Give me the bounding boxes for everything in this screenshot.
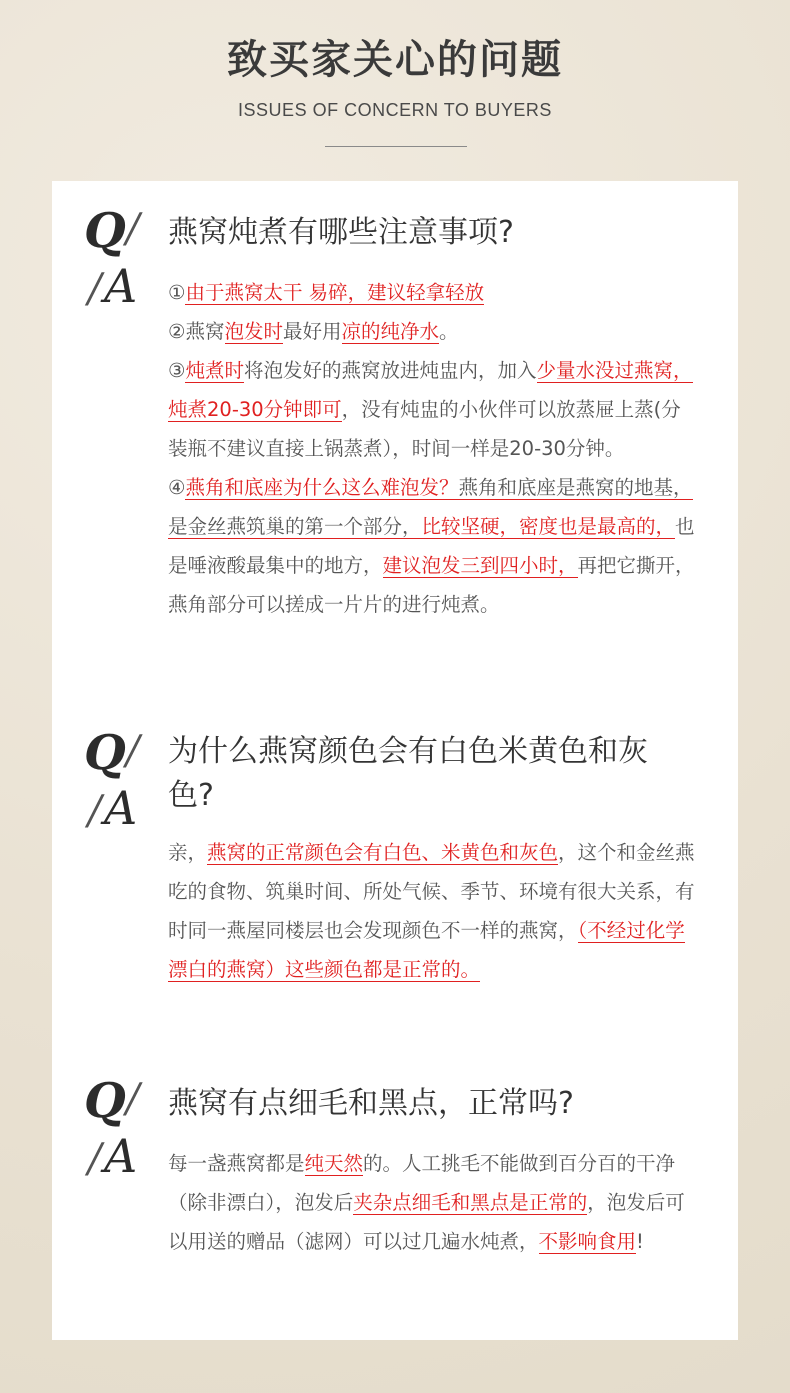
answer-text: 燕窝: [185, 320, 225, 343]
highlight-text: 纯天然: [304, 1152, 364, 1175]
qa-logo: [84, 203, 164, 313]
highlight-text: 炖煮时: [185, 359, 244, 382]
answer-text: 将泡发好的燕窝放进炖盅内，加入: [244, 359, 537, 382]
item-number: ④: [168, 476, 186, 499]
answer-text: 再把它撕开，燕角部分可以搓成一片片的进行炖煮。: [168, 554, 695, 616]
qa-slash: /: [88, 788, 102, 834]
qa-a-letter: A: [104, 1129, 138, 1183]
qa-slash: /: [88, 1136, 102, 1182]
highlight-text: 由于燕窝太干 易碎，建议轻拿轻放: [185, 281, 485, 304]
qa-a-letter: A: [104, 781, 138, 835]
faq-answer: [168, 273, 698, 624]
faq-question: 为什么燕窝颜色会有白色米黄色和灰色?: [168, 734, 648, 813]
faq-answer: [168, 1144, 698, 1261]
qa-q-letter: Q: [84, 1073, 126, 1129]
answer-paragraph: [168, 1144, 698, 1261]
answer-text: 亲，: [168, 841, 208, 864]
answer-paragraph: [168, 351, 698, 468]
qa-slash: /: [126, 206, 140, 252]
qa-q-letter: Q: [84, 203, 126, 259]
answer-paragraph: [168, 468, 698, 624]
qa-slash: /: [126, 1076, 140, 1122]
page-subtitle: ISSUES OF CONCERN TO BUYERS: [238, 100, 552, 120]
answer-text: ，泡发后可以用送的赠品（滤网）可以过几遍水炖煮，: [168, 1191, 685, 1253]
item-number: ③: [168, 359, 186, 382]
highlight-text: 燕窝的正常颜色会有白色、米黄色和灰色: [207, 841, 559, 864]
answer-text: ，这个和金丝燕吃的食物、筑巢时间、所处气候、季节、环境有很大关系，有时同一燕屋同楼层也会发现颜色不一样的燕窝，: [168, 841, 695, 942]
qa-logo: [84, 1073, 164, 1183]
answer-text: 燕角和底座是燕窝的地基，是金丝燕筑巢的第一个部分，: [168, 476, 693, 538]
qa-q-letter: Q: [84, 725, 126, 781]
item-number: ②: [168, 320, 186, 343]
page-header: [0, 0, 790, 160]
qa-slash: /: [88, 266, 102, 312]
highlight-text: 凉的纯净水: [341, 320, 440, 343]
qa-a-letter: A: [104, 259, 138, 313]
answer-paragraph: [168, 312, 698, 351]
page-title: 致买家关心的问题: [227, 37, 563, 83]
highlight-text: 少量水没过燕窝，炖煮20-30分钟即可: [168, 359, 693, 421]
faq-question: 燕窝炖煮有哪些注意事项?: [168, 215, 514, 250]
item-number: ①: [168, 281, 186, 304]
highlight-text: 夹杂点细毛和黑点是正常的: [353, 1191, 588, 1214]
qa-slash: /: [126, 728, 140, 774]
title-divider: [325, 146, 467, 147]
faq-question: 燕窝有点细毛和黑点，正常吗?: [168, 1086, 574, 1121]
answer-text: 也是唾液酸最集中的地方，: [168, 515, 695, 577]
highlight-text: （不经过化学漂白的燕窝）这些颜色都是正常的。: [168, 919, 685, 981]
highlight-text: 燕角和底座为什么这么难泡发？: [185, 476, 459, 499]
answer-text: !: [636, 1230, 644, 1253]
qa-logo: [84, 725, 164, 835]
answer-text: 。: [439, 320, 459, 343]
answer-text: ，没有炖盅的小伙伴可以放蒸屉上蒸(分装瓶不建议直接上锅蒸煮），时间一样是20-30分钟。: [168, 398, 681, 460]
answer-text: 每一盏燕窝都是: [168, 1152, 305, 1175]
answer-text: 的。人工挑毛不能做到百分百的干净（除非漂白），泡发后: [168, 1152, 676, 1214]
highlight-text: 不影响食用: [538, 1230, 637, 1253]
highlight-text: 建议泡发三到四小时，: [382, 554, 578, 577]
answer-paragraph: [168, 833, 698, 989]
faq-answer: [168, 833, 698, 989]
highlight-text: 比较坚硬，密度也是最高的，: [421, 515, 676, 538]
faq-card: [52, 181, 738, 1340]
highlight-text: 泡发时: [224, 320, 284, 343]
answer-text: 最好用: [283, 320, 342, 343]
answer-paragraph: [168, 273, 698, 312]
